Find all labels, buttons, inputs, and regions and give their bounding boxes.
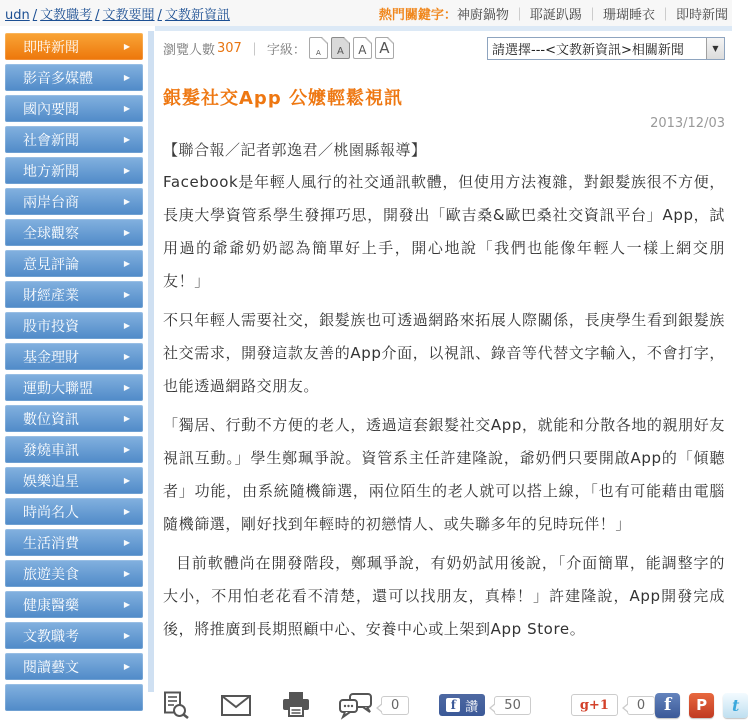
keyword-link[interactable]: 神廚鍋物 xyxy=(456,7,509,23)
chevron-right-icon: ▶ xyxy=(123,165,130,175)
chevron-right-icon: ▶ xyxy=(123,103,130,113)
breadcrumb-separator: / xyxy=(32,7,38,23)
sidebar-item[interactable] xyxy=(5,157,143,184)
sidebar-content-divider xyxy=(148,31,154,692)
font-size-letter: A xyxy=(379,39,390,57)
fb-like-count-bubble: 50 xyxy=(494,696,531,715)
related-news-dropdown-value: 請選擇---<文教新資訊>相關新聞 xyxy=(492,42,684,58)
header-separator: ｜ xyxy=(247,42,261,58)
plurk-icon[interactable]: P xyxy=(689,693,714,718)
chevron-right-icon: ▶ xyxy=(123,134,130,144)
chevron-right-icon: ▶ xyxy=(123,289,130,299)
sidebar-item-partial[interactable] xyxy=(5,684,143,711)
sidebar-item-label: 國內要聞 xyxy=(23,101,79,118)
views-label: 瀏覽人數 xyxy=(163,42,216,58)
breadcrumb xyxy=(5,4,230,23)
sidebar-item[interactable] xyxy=(5,591,143,618)
fb-like-group xyxy=(439,694,531,716)
font-size-letter: A xyxy=(315,49,321,57)
chevron-right-icon: ▶ xyxy=(123,444,130,454)
sidebar-item-label: 文教職考 xyxy=(23,628,79,645)
breadcrumb-link-edu-exam[interactable]: 文教職考 xyxy=(40,7,93,23)
sidebar-item[interactable] xyxy=(5,188,143,215)
sidebar-item-label: 財經產業 xyxy=(23,287,79,304)
social-share-icons xyxy=(655,693,748,718)
sidebar-item[interactable] xyxy=(5,343,143,370)
sidebar-item[interactable] xyxy=(5,64,143,91)
sidebar-item-label: 意見評論 xyxy=(23,256,79,273)
keyword-separator: ｜ xyxy=(658,7,672,23)
magnify-article-icon[interactable] xyxy=(163,691,189,719)
chevron-right-icon: ▶ xyxy=(123,413,130,423)
sidebar-item[interactable] xyxy=(5,405,143,432)
sidebar-item[interactable] xyxy=(5,560,143,587)
fb-like-label: 讚 xyxy=(465,699,479,715)
chevron-right-icon: ▶ xyxy=(123,196,130,206)
sidebar-item[interactable] xyxy=(5,436,143,463)
chevron-right-icon: ▶ xyxy=(123,227,130,237)
twitter-icon[interactable]: t xyxy=(723,693,748,718)
article-byline: 【聯合報／記者郭逸君／桃園縣報導】 xyxy=(163,141,427,159)
breadcrumb-link-edu-info[interactable]: 文教新資訊 xyxy=(164,7,230,23)
chevron-right-icon: ▶ xyxy=(123,661,130,671)
font-size-letter: A xyxy=(358,43,367,57)
sidebar-item-label: 發燒車訊 xyxy=(23,442,79,459)
article-paragraph: 不只年輕人需要社交，銀髮族也可透過網路來拓展人際關係，長庚學生看到銀髮族社交需求，開發這款友善的App介面，以視訊、錄音等代替文字輸入，不會打字，也能透過網路交朋友。 xyxy=(163,311,725,395)
sidebar-item[interactable] xyxy=(5,126,143,153)
breadcrumb-link-udn[interactable]: udn xyxy=(5,7,30,23)
sidebar-item-label: 即時新聞 xyxy=(23,39,79,56)
facebook-icon[interactable]: f xyxy=(655,693,680,718)
chevron-right-icon: ▶ xyxy=(123,382,130,392)
hot-keywords-label: 熱門關鍵字： xyxy=(378,7,457,23)
header-divider-band xyxy=(155,26,732,31)
views-count: 307 xyxy=(217,40,242,56)
breadcrumb-link-edu-news[interactable]: 文教要聞 xyxy=(102,7,155,23)
sidebar-item-label: 全球觀察 xyxy=(23,225,79,242)
chevron-right-icon: ▶ xyxy=(123,475,130,485)
sidebar-item-label: 地方新聞 xyxy=(23,163,79,180)
sidebar-item[interactable] xyxy=(5,622,143,649)
sidebar-item-label: 影音多媒體 xyxy=(23,70,93,87)
font-size-label: 字級： xyxy=(266,42,306,58)
facebook-f-icon: f xyxy=(446,698,460,712)
comments-icon[interactable] xyxy=(339,693,372,718)
email-icon[interactable] xyxy=(221,695,251,716)
sidebar-item[interactable] xyxy=(5,498,143,525)
sidebar-item-label: 生活消費 xyxy=(23,535,79,552)
sidebar-item[interactable] xyxy=(5,312,143,339)
sidebar-item[interactable] xyxy=(5,374,143,401)
sidebar-item-label: 數位資訊 xyxy=(23,411,79,428)
fb-like-button[interactable] xyxy=(439,694,485,716)
sidebar-item-label: 閱讀藝文 xyxy=(23,659,79,676)
gplus-count-bubble: 0 xyxy=(627,696,655,715)
keyword-separator: ｜ xyxy=(512,7,526,23)
chevron-right-icon: ▶ xyxy=(123,630,130,640)
chevron-right-icon: ▶ xyxy=(123,537,130,547)
article-date: 2013/12/03 xyxy=(650,116,725,131)
breadcrumb-separator: / xyxy=(157,7,162,23)
chevron-right-icon: ▶ xyxy=(123,351,130,361)
chevron-right-icon: ▶ xyxy=(123,258,130,268)
sidebar-item-label: 時尚名人 xyxy=(23,504,79,521)
sidebar-item-label: 旅遊美食 xyxy=(23,566,79,583)
content-header xyxy=(163,34,725,62)
keyword-link[interactable]: 即時新聞 xyxy=(675,7,728,23)
sidebar-item[interactable] xyxy=(5,95,143,122)
related-news-dropdown[interactable] xyxy=(487,37,725,60)
breadcrumb-separator: / xyxy=(95,7,100,23)
font-size-button-small[interactable] xyxy=(331,37,350,59)
sidebar-item[interactable] xyxy=(5,467,143,494)
article-title: 銀髮社交App 公嬤輕鬆視訊 xyxy=(163,88,403,109)
sidebar-item[interactable] xyxy=(5,250,143,277)
chevron-right-icon: ▶ xyxy=(123,599,130,609)
sidebar xyxy=(5,33,143,711)
hot-keywords xyxy=(379,4,728,23)
comments-group xyxy=(339,693,409,718)
dropdown-arrow-icon[interactable]: ▼ xyxy=(706,38,724,59)
chevron-right-icon: ▶ xyxy=(123,72,130,82)
comment-count-bubble[interactable]: 0 xyxy=(381,696,409,715)
font-size-letter: A xyxy=(336,46,344,57)
topbar xyxy=(0,0,732,26)
keyword-link[interactable]: 珊瑚睡衣 xyxy=(602,7,655,23)
sidebar-item-label: 健康醫藥 xyxy=(23,597,79,614)
chevron-right-icon: ▶ xyxy=(123,568,130,578)
font-size-button-medium[interactable] xyxy=(353,37,372,59)
chevron-right-icon: ▶ xyxy=(123,41,130,51)
print-icon[interactable] xyxy=(281,692,311,718)
font-size-button-large[interactable] xyxy=(375,37,394,59)
article-paragraph: 「獨居、行動不方便的老人，透過這套銀髮社交App，就能和分散各地的親朋好友視訊互動。」學生鄭珮爭說。資管系主任許建隆說，爺奶們只要開啟App的「傾聽者」功能，由系統隨機篩選，兩位陌生的老人就可以搭上線，「也有可能藉由電腦隨機篩選，剛好找到年輕時的初戀情人、或失聯多年的兒時玩伴！」 xyxy=(163,416,725,533)
chevron-right-icon: ▶ xyxy=(123,506,130,516)
sidebar-item[interactable] xyxy=(5,281,143,308)
sidebar-item[interactable] xyxy=(5,653,143,680)
chevron-right-icon: ▶ xyxy=(123,320,130,330)
sidebar-item[interactable] xyxy=(5,529,143,556)
sidebar-item-label: 兩岸台商 xyxy=(23,194,79,211)
keyword-separator: ｜ xyxy=(585,7,599,23)
gplus-button[interactable]: g+1 xyxy=(571,694,618,716)
article-pane xyxy=(163,34,740,720)
article-paragraph: Facebook是年輕人風行的社交通訊軟體，但使用方法複雜，對銀髮族很不方便，長庚大學資管系學生發揮巧思，開發出「歐吉桑&歐巴桑社交資訊平台」App，試用過的爺爺奶奶認為簡單好上手，開心地說「我們也能像年輕人一樣上網交朋友！」 xyxy=(163,173,725,290)
sidebar-item-label: 基金理財 xyxy=(23,349,79,366)
font-size-button-smallest[interactable] xyxy=(309,37,328,59)
sidebar-item-label: 運動大聯盟 xyxy=(23,380,93,397)
article-action-bar xyxy=(163,690,740,720)
keyword-link[interactable]: 耶誕趴踢 xyxy=(529,7,582,23)
sidebar-item-label: 社會新聞 xyxy=(23,132,79,149)
sidebar-item-label: 股市投資 xyxy=(23,318,79,335)
article-paragraph: 目前軟體尚在開發階段，鄭珮爭說，有奶奶試用後說，「介面簡單，能調整字的大小，不用怕老花看不清楚，還可以找朋友，真棒！」許建隆說，App開發完成後，將推廣到長期照顧中心、安養中心或上架到App Store。 xyxy=(163,554,725,638)
sidebar-item-label: 娛樂追星 xyxy=(23,473,79,490)
sidebar-item[interactable] xyxy=(5,219,143,246)
gplus-group xyxy=(571,694,655,716)
sidebar-item-active[interactable] xyxy=(5,33,143,60)
